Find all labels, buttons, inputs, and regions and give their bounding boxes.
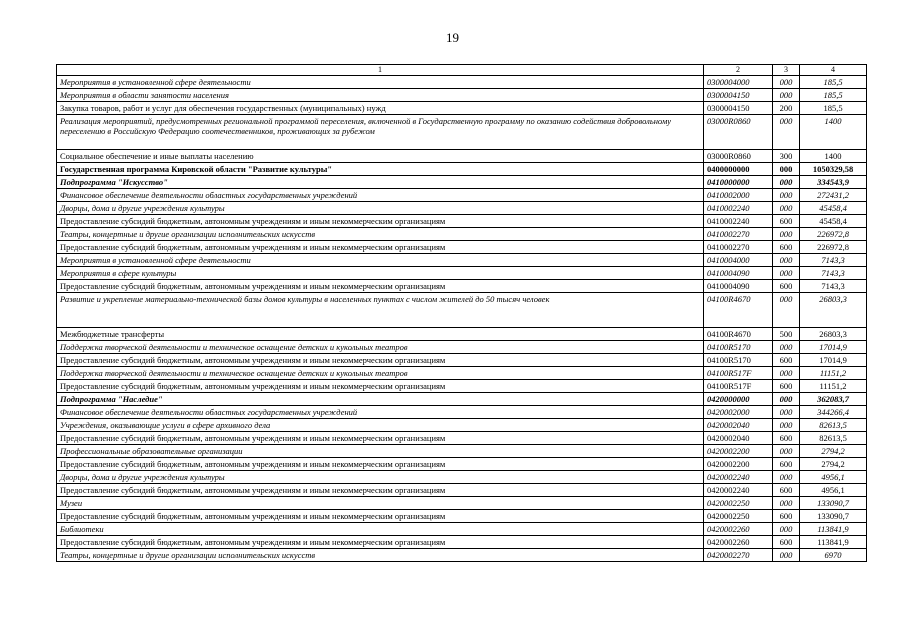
row-name-cell: Предоставление субсидий бюджетным, автономным учреждениям и иным некоммерческим организациям bbox=[57, 215, 704, 228]
table-row bbox=[57, 536, 867, 549]
row-type-cell: 600 bbox=[773, 484, 800, 497]
row-type-cell: 000 bbox=[773, 341, 800, 354]
row-code-cell: 04100R5170 bbox=[704, 341, 773, 354]
row-code-cell: 0410004090 bbox=[704, 267, 773, 280]
header-col-3: 3 bbox=[773, 65, 800, 76]
row-name-cell: Межбюджетные трансферты bbox=[57, 328, 704, 341]
row-name-cell: Театры, концертные и другие организации исполнительских искусств bbox=[57, 549, 704, 562]
table-row bbox=[57, 228, 867, 241]
row-amount-cell: 226972,8 bbox=[800, 241, 867, 254]
row-name-cell: Финансовое обеспечение деятельности областных государственных учреждений bbox=[57, 406, 704, 419]
row-name-cell: Социальное обеспечение и иные выплаты населению bbox=[57, 150, 704, 163]
header-col-1: 1 bbox=[57, 65, 704, 76]
row-amount-cell: 133090,7 bbox=[800, 510, 867, 523]
row-amount-cell: 272431,2 bbox=[800, 189, 867, 202]
row-code-cell: 0420002040 bbox=[704, 419, 773, 432]
row-name-cell: Мероприятия в области занятости населения bbox=[57, 89, 704, 102]
row-amount-cell: 133090,7 bbox=[800, 497, 867, 510]
row-name-cell: Подпрограмма "Наследие" bbox=[57, 393, 704, 406]
row-type-cell: 000 bbox=[773, 267, 800, 280]
row-name-cell: Музеи bbox=[57, 497, 704, 510]
row-code-cell: 0400000000 bbox=[704, 163, 773, 176]
row-type-cell: 000 bbox=[773, 176, 800, 189]
row-name-cell: Дворцы, дома и другие учреждения культуры bbox=[57, 471, 704, 484]
row-name-cell: Мероприятия в установленной сфере деятельности bbox=[57, 254, 704, 267]
table-row bbox=[57, 328, 867, 341]
row-code-cell: 0410002000 bbox=[704, 189, 773, 202]
table-row bbox=[57, 280, 867, 293]
table-row bbox=[57, 102, 867, 115]
row-name-cell: Государственная программа Кировской области "Развитие культуры" bbox=[57, 163, 704, 176]
row-type-cell: 000 bbox=[773, 293, 800, 328]
row-type-cell: 600 bbox=[773, 380, 800, 393]
table-row bbox=[57, 293, 867, 328]
row-amount-cell: 113841,9 bbox=[800, 536, 867, 549]
row-amount-cell: 4956,1 bbox=[800, 484, 867, 497]
row-type-cell: 600 bbox=[773, 280, 800, 293]
table-row bbox=[57, 484, 867, 497]
row-type-cell: 600 bbox=[773, 241, 800, 254]
page-number: 19 bbox=[446, 30, 459, 45]
table-row bbox=[57, 419, 867, 432]
row-name-cell: Театры, концертные и другие организации исполнительских искусств bbox=[57, 228, 704, 241]
row-code-cell: 03000R0860 bbox=[704, 115, 773, 150]
table-row bbox=[57, 115, 867, 150]
table-row bbox=[57, 241, 867, 254]
table-row bbox=[57, 354, 867, 367]
table-row bbox=[57, 393, 867, 406]
row-amount-cell: 344266,4 bbox=[800, 406, 867, 419]
row-name-cell: Библиотеки bbox=[57, 523, 704, 536]
row-type-cell: 000 bbox=[773, 497, 800, 510]
row-amount-cell: 26803,3 bbox=[800, 328, 867, 341]
table-row bbox=[57, 189, 867, 202]
row-type-cell: 600 bbox=[773, 458, 800, 471]
row-amount-cell: 17014,9 bbox=[800, 341, 867, 354]
row-name-cell: Предоставление субсидий бюджетным, автономным учреждениям и иным некоммерческим организациям bbox=[57, 241, 704, 254]
row-amount-cell: 362083,7 bbox=[800, 393, 867, 406]
row-type-cell: 600 bbox=[773, 354, 800, 367]
row-code-cell: 0420002000 bbox=[704, 406, 773, 419]
row-name-cell: Предоставление субсидий бюджетным, автономным учреждениям и иным некоммерческим организациям bbox=[57, 280, 704, 293]
row-type-cell: 000 bbox=[773, 163, 800, 176]
budget-table-body bbox=[57, 65, 867, 562]
row-type-cell: 000 bbox=[773, 549, 800, 562]
row-code-cell: 04100R517F bbox=[704, 367, 773, 380]
row-code-cell: 0410004090 bbox=[704, 280, 773, 293]
row-name-cell: Учреждения, оказывающие услуги в сфере архивного дела bbox=[57, 419, 704, 432]
row-type-cell: 000 bbox=[773, 115, 800, 150]
row-type-cell: 000 bbox=[773, 523, 800, 536]
row-name-cell: Дворцы, дома и другие учреждения культуры bbox=[57, 202, 704, 215]
table-row bbox=[57, 267, 867, 280]
table-row bbox=[57, 150, 867, 163]
row-type-cell: 300 bbox=[773, 150, 800, 163]
table-row bbox=[57, 497, 867, 510]
row-code-cell: 0420002250 bbox=[704, 497, 773, 510]
row-type-cell: 000 bbox=[773, 189, 800, 202]
row-type-cell: 000 bbox=[773, 445, 800, 458]
row-code-cell: 0420000000 bbox=[704, 393, 773, 406]
row-code-cell: 0300004150 bbox=[704, 89, 773, 102]
row-code-cell: 0410002240 bbox=[704, 215, 773, 228]
table-row bbox=[57, 406, 867, 419]
table-row bbox=[57, 254, 867, 267]
row-name-cell: Мероприятия в сфере культуры bbox=[57, 267, 704, 280]
row-type-cell: 600 bbox=[773, 432, 800, 445]
row-amount-cell: 185,5 bbox=[800, 102, 867, 115]
row-name-cell: Подпрограмма "Искусство" bbox=[57, 176, 704, 189]
row-name-cell: Мероприятия в установленной сфере деятельности bbox=[57, 76, 704, 89]
row-name-cell: Закупка товаров, работ и услуг для обеспечения государственных (муниципальных) нужд bbox=[57, 102, 704, 115]
table-row bbox=[57, 76, 867, 89]
row-amount-cell: 7143,3 bbox=[800, 254, 867, 267]
row-amount-cell: 7143,3 bbox=[800, 280, 867, 293]
row-code-cell: 04100R4670 bbox=[704, 328, 773, 341]
row-type-cell: 600 bbox=[773, 510, 800, 523]
row-name-cell: Предоставление субсидий бюджетным, автономным учреждениям и иным некоммерческим организациям bbox=[57, 432, 704, 445]
row-code-cell: 0420002040 bbox=[704, 432, 773, 445]
row-name-cell: Предоставление субсидий бюджетным, автономным учреждениям и иным некоммерческим организациям bbox=[57, 458, 704, 471]
table-row bbox=[57, 471, 867, 484]
table-row bbox=[57, 215, 867, 228]
row-type-cell: 200 bbox=[773, 102, 800, 115]
row-amount-cell: 226972,8 bbox=[800, 228, 867, 241]
budget-table bbox=[56, 64, 867, 562]
row-amount-cell: 185,5 bbox=[800, 89, 867, 102]
row-code-cell: 0420002260 bbox=[704, 536, 773, 549]
row-type-cell: 000 bbox=[773, 393, 800, 406]
row-name-cell: Профессиональные образовательные организации bbox=[57, 445, 704, 458]
row-amount-cell: 17014,9 bbox=[800, 354, 867, 367]
row-name-cell: Поддержка творческой деятельности и техническое оснащение детских и кукольных театров bbox=[57, 341, 704, 354]
row-type-cell: 000 bbox=[773, 367, 800, 380]
row-amount-cell: 2794,2 bbox=[800, 458, 867, 471]
row-code-cell: 0410002240 bbox=[704, 202, 773, 215]
row-type-cell: 600 bbox=[773, 536, 800, 549]
row-amount-cell: 45458,4 bbox=[800, 202, 867, 215]
row-code-cell: 04100R4670 bbox=[704, 293, 773, 328]
row-amount-cell: 1050329,58 bbox=[800, 163, 867, 176]
row-code-cell: 0420002250 bbox=[704, 510, 773, 523]
row-code-cell: 0420002240 bbox=[704, 471, 773, 484]
row-code-cell: 03000R0860 bbox=[704, 150, 773, 163]
table-row bbox=[57, 202, 867, 215]
table-row bbox=[57, 549, 867, 562]
row-amount-cell: 1400 bbox=[800, 115, 867, 150]
row-name-cell: Предоставление субсидий бюджетным, автономным учреждениям и иным некоммерческим организациям bbox=[57, 380, 704, 393]
row-amount-cell: 7143,3 bbox=[800, 267, 867, 280]
row-amount-cell: 2794,2 bbox=[800, 445, 867, 458]
row-amount-cell: 334543,9 bbox=[800, 176, 867, 189]
row-amount-cell: 4956,1 bbox=[800, 471, 867, 484]
row-type-cell: 000 bbox=[773, 202, 800, 215]
row-name-cell: Предоставление субсидий бюджетным, автономным учреждениям и иным некоммерческим организациям bbox=[57, 510, 704, 523]
table-row bbox=[57, 445, 867, 458]
row-amount-cell: 45458,4 bbox=[800, 215, 867, 228]
row-amount-cell: 11151,2 bbox=[800, 380, 867, 393]
row-type-cell: 000 bbox=[773, 89, 800, 102]
row-amount-cell: 113841,9 bbox=[800, 523, 867, 536]
row-name-cell: Финансовое обеспечение деятельности областных государственных учреждений bbox=[57, 189, 704, 202]
row-code-cell: 0300004150 bbox=[704, 102, 773, 115]
row-code-cell: 0420002200 bbox=[704, 445, 773, 458]
row-code-cell: 0300004000 bbox=[704, 76, 773, 89]
row-amount-cell: 26803,3 bbox=[800, 293, 867, 328]
row-type-cell: 000 bbox=[773, 471, 800, 484]
row-amount-cell: 82613,5 bbox=[800, 419, 867, 432]
row-amount-cell: 11151,2 bbox=[800, 367, 867, 380]
row-code-cell: 0410002270 bbox=[704, 241, 773, 254]
row-code-cell: 0420002270 bbox=[704, 549, 773, 562]
row-amount-cell: 6970 bbox=[800, 549, 867, 562]
row-type-cell: 000 bbox=[773, 76, 800, 89]
table-row bbox=[57, 163, 867, 176]
table-row bbox=[57, 523, 867, 536]
header-col-4: 4 bbox=[800, 65, 867, 76]
row-name-cell: Поддержка творческой деятельности и техническое оснащение детских и кукольных театров bbox=[57, 367, 704, 380]
table-row bbox=[57, 176, 867, 189]
row-name-cell: Развитие и укрепление материально-технической базы домов культуры в населенных пунктах с числом жителей до 50 тысяч человек bbox=[57, 293, 704, 328]
row-type-cell: 000 bbox=[773, 228, 800, 241]
table-row bbox=[57, 341, 867, 354]
row-amount-cell: 185,5 bbox=[800, 76, 867, 89]
row-code-cell: 0420002240 bbox=[704, 484, 773, 497]
row-type-cell: 500 bbox=[773, 328, 800, 341]
row-type-cell: 600 bbox=[773, 215, 800, 228]
table-row bbox=[57, 380, 867, 393]
header-col-2: 2 bbox=[704, 65, 773, 76]
table-row bbox=[57, 367, 867, 380]
table-row bbox=[57, 89, 867, 102]
row-code-cell: 0420002200 bbox=[704, 458, 773, 471]
row-type-cell: 000 bbox=[773, 254, 800, 267]
row-code-cell: 0410004000 bbox=[704, 254, 773, 267]
table-row bbox=[57, 510, 867, 523]
row-code-cell: 0420002260 bbox=[704, 523, 773, 536]
row-name-cell: Предоставление субсидий бюджетным, автономным учреждениям и иным некоммерческим организациям bbox=[57, 354, 704, 367]
row-name-cell: Реализация мероприятий, предусмотренных региональной программой переселения, включенной в Государственную программу по оказанию содействия добровольному переселению в Российскую Федерацию соотечественников, проживающих за рубежом bbox=[57, 115, 704, 150]
table-header-row bbox=[57, 65, 867, 76]
row-code-cell: 0410000000 bbox=[704, 176, 773, 189]
row-code-cell: 04100R5170 bbox=[704, 354, 773, 367]
row-code-cell: 04100R517F bbox=[704, 380, 773, 393]
row-name-cell: Предоставление субсидий бюджетным, автономным учреждениям и иным некоммерческим организациям bbox=[57, 536, 704, 549]
row-name-cell: Предоставление субсидий бюджетным, автономным учреждениям и иным некоммерческим организациям bbox=[57, 484, 704, 497]
row-amount-cell: 82613,5 bbox=[800, 432, 867, 445]
row-code-cell: 0410002270 bbox=[704, 228, 773, 241]
table-row bbox=[57, 458, 867, 471]
row-type-cell: 000 bbox=[773, 419, 800, 432]
row-type-cell: 000 bbox=[773, 406, 800, 419]
table-row bbox=[57, 432, 867, 445]
row-amount-cell: 1400 bbox=[800, 150, 867, 163]
